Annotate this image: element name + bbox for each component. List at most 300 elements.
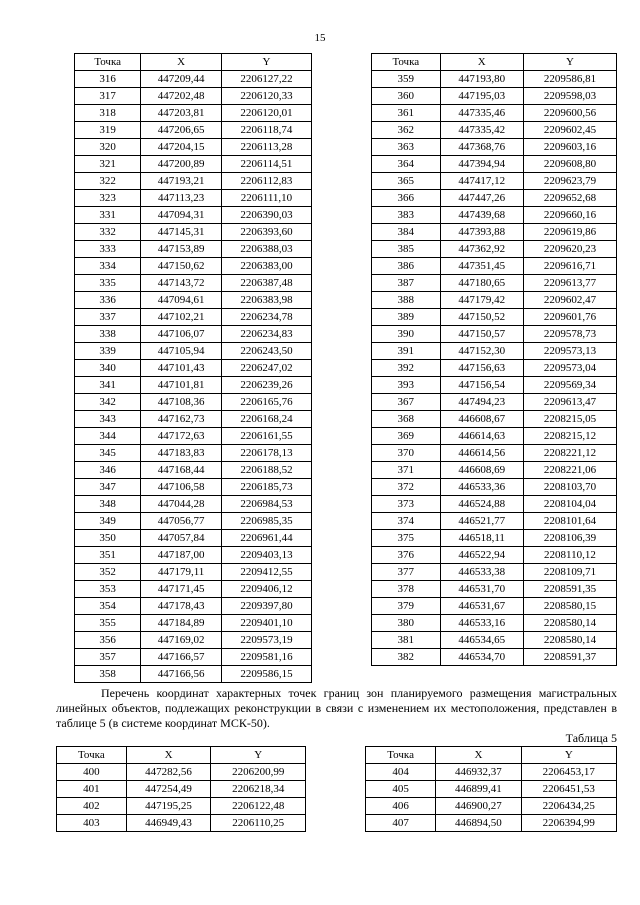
point-cell: 349 — [75, 513, 141, 530]
point-cell: 407 — [366, 815, 436, 832]
point-cell: 372 — [372, 479, 441, 496]
y-coordinate-cell: 2209403,13 — [221, 547, 311, 564]
x-coordinate-cell: 447152,30 — [440, 343, 523, 360]
point-cell: 376 — [372, 547, 441, 564]
y-coordinate-cell: 2208104,04 — [523, 496, 616, 513]
y-coordinate-cell: 2209598,03 — [523, 88, 616, 105]
table-row — [372, 513, 617, 530]
x-coordinate-cell: 447108,36 — [141, 394, 222, 411]
y-coordinate-cell: 2206178,13 — [221, 445, 311, 462]
x-coordinate-cell: 447156,63 — [440, 360, 523, 377]
x-coordinate-cell: 447209,44 — [141, 71, 222, 88]
table-row — [75, 598, 312, 615]
table-row — [75, 292, 312, 309]
point-cell: 382 — [372, 649, 441, 666]
y-coordinate-cell: 2206239,26 — [221, 377, 311, 394]
x-coordinate-cell: 446531,67 — [440, 598, 523, 615]
point-cell: 320 — [75, 139, 141, 156]
table-row — [372, 309, 617, 326]
table-row — [57, 815, 306, 832]
x-coordinate-cell: 447169,02 — [141, 632, 222, 649]
y-coordinate-cell: 2208580,14 — [523, 615, 616, 632]
y-coordinate-cell: 2206185,73 — [221, 479, 311, 496]
point-cell: 367 — [372, 394, 441, 411]
y-coordinate-cell: 2206161,55 — [221, 428, 311, 445]
table-header-row — [57, 747, 306, 764]
table-row — [366, 815, 617, 832]
y-coordinate-cell: 2209623,79 — [523, 173, 616, 190]
point-cell: 373 — [372, 496, 441, 513]
x-coordinate-cell: 447200,89 — [141, 156, 222, 173]
point-cell: 334 — [75, 258, 141, 275]
table-row — [372, 394, 617, 411]
x-coordinate-cell: 447204,15 — [141, 139, 222, 156]
table-row — [372, 377, 617, 394]
x-coordinate-cell: 447335,42 — [440, 122, 523, 139]
y-coordinate-cell: 2206234,78 — [221, 309, 311, 326]
point-cell: 351 — [75, 547, 141, 564]
point-cell: 333 — [75, 241, 141, 258]
y-coordinate-cell: 2209660,16 — [523, 207, 616, 224]
x-coordinate-cell: 447193,21 — [141, 173, 222, 190]
table-row — [75, 360, 312, 377]
table-row — [57, 781, 306, 798]
point-cell: 355 — [75, 615, 141, 632]
point-cell: 401 — [57, 781, 127, 798]
point-cell: 403 — [57, 815, 127, 832]
x-coordinate-cell: 447393,88 — [440, 224, 523, 241]
x-coordinate-cell: 447094,31 — [141, 207, 222, 224]
x-coordinate-cell: 447282,56 — [126, 764, 211, 781]
table-row — [75, 530, 312, 547]
table-row — [372, 326, 617, 343]
x-coordinate-cell: 447057,84 — [141, 530, 222, 547]
table-row — [372, 632, 617, 649]
y-coordinate-cell: 2209397,80 — [221, 598, 311, 615]
x-coordinate-cell: 447254,49 — [126, 781, 211, 798]
y-coordinate-cell: 2209569,34 — [523, 377, 616, 394]
coordinates-description-paragraph: Перечень координат характерных точек границ зон планируемого размещения магистральных линейных объектов, подлежащих реконструкции в связи с изменением их местоположения, представлен в таблице 5 (в системе координат МСК-50). — [56, 686, 617, 730]
table-row — [372, 207, 617, 224]
x-coordinate-cell: 446894,50 — [436, 815, 521, 832]
x-coordinate-cell: 447150,57 — [440, 326, 523, 343]
point-cell: 331 — [75, 207, 141, 224]
table-row — [75, 428, 312, 445]
y-coordinate-cell: 2206985,35 — [221, 513, 311, 530]
column-header-x: X — [126, 747, 211, 764]
point-cell: 387 — [372, 275, 441, 292]
x-coordinate-cell: 447113,23 — [141, 190, 222, 207]
y-coordinate-cell: 2209401,10 — [221, 615, 311, 632]
table-row — [57, 798, 306, 815]
y-coordinate-cell: 2206961,44 — [221, 530, 311, 547]
x-coordinate-cell: 446533,38 — [440, 564, 523, 581]
x-coordinate-cell: 447150,62 — [141, 258, 222, 275]
point-cell: 345 — [75, 445, 141, 462]
table-row — [372, 411, 617, 428]
table-row — [372, 598, 617, 615]
table-row — [75, 496, 312, 513]
y-coordinate-cell: 2209586,15 — [221, 666, 311, 683]
table-row — [372, 241, 617, 258]
table-row — [366, 781, 617, 798]
x-coordinate-cell: 447203,81 — [141, 105, 222, 122]
table-row — [75, 275, 312, 292]
table-caption: Таблица 5 — [565, 731, 617, 745]
point-cell: 348 — [75, 496, 141, 513]
y-coordinate-cell: 2208221,06 — [523, 462, 616, 479]
x-coordinate-cell: 446534,65 — [440, 632, 523, 649]
table-row — [372, 360, 617, 377]
point-cell: 341 — [75, 377, 141, 394]
point-cell: 318 — [75, 105, 141, 122]
point-cell: 338 — [75, 326, 141, 343]
point-cell: 340 — [75, 360, 141, 377]
x-coordinate-cell: 446900,27 — [436, 798, 521, 815]
y-coordinate-cell: 2208101,64 — [523, 513, 616, 530]
y-coordinate-cell: 2209581,16 — [221, 649, 311, 666]
table-row — [75, 649, 312, 666]
y-coordinate-cell: 2208221,12 — [523, 445, 616, 462]
point-cell: 319 — [75, 122, 141, 139]
table-row — [75, 326, 312, 343]
point-cell: 339 — [75, 343, 141, 360]
table-row — [372, 615, 617, 632]
table-row — [372, 564, 617, 581]
point-cell: 322 — [75, 173, 141, 190]
column-header-x: X — [141, 54, 222, 71]
column-header-point: Точка — [75, 54, 141, 71]
table-row — [75, 615, 312, 632]
point-cell: 380 — [372, 615, 441, 632]
table-row — [75, 241, 312, 258]
x-coordinate-cell: 447101,81 — [141, 377, 222, 394]
y-coordinate-cell: 2206451,53 — [521, 781, 616, 798]
y-coordinate-cell: 2209573,13 — [523, 343, 616, 360]
x-coordinate-cell: 447439,68 — [440, 207, 523, 224]
point-cell: 404 — [366, 764, 436, 781]
point-cell: 385 — [372, 241, 441, 258]
table-row — [75, 564, 312, 581]
point-cell: 392 — [372, 360, 441, 377]
column-header-x: X — [440, 54, 523, 71]
table-row — [372, 496, 617, 513]
y-coordinate-cell: 2206110,25 — [211, 815, 306, 832]
x-coordinate-cell: 446614,63 — [440, 428, 523, 445]
table-row — [75, 71, 312, 88]
point-cell: 336 — [75, 292, 141, 309]
x-coordinate-cell: 446533,16 — [440, 615, 523, 632]
x-coordinate-cell: 447106,07 — [141, 326, 222, 343]
column-header-point: Точка — [57, 747, 127, 764]
point-cell: 371 — [372, 462, 441, 479]
table-row — [57, 764, 306, 781]
y-coordinate-cell: 2206120,01 — [221, 105, 311, 122]
y-coordinate-cell: 2206118,74 — [221, 122, 311, 139]
x-coordinate-cell: 446932,37 — [436, 764, 521, 781]
y-coordinate-cell: 2206114,51 — [221, 156, 311, 173]
table-row — [75, 411, 312, 428]
point-cell: 383 — [372, 207, 441, 224]
point-cell: 366 — [372, 190, 441, 207]
coordinates-table-bottom-left — [56, 746, 306, 832]
y-coordinate-cell: 2208591,35 — [523, 581, 616, 598]
table-row — [372, 649, 617, 666]
y-coordinate-cell: 2206243,50 — [221, 343, 311, 360]
y-coordinate-cell: 2208215,05 — [523, 411, 616, 428]
table-row — [372, 224, 617, 241]
x-coordinate-cell: 447166,57 — [141, 649, 222, 666]
y-coordinate-cell: 2206165,76 — [221, 394, 311, 411]
y-coordinate-cell: 2206122,48 — [211, 798, 306, 815]
y-coordinate-cell: 2208580,14 — [523, 632, 616, 649]
point-cell: 375 — [372, 530, 441, 547]
table-row — [372, 173, 617, 190]
x-coordinate-cell: 447335,46 — [440, 105, 523, 122]
y-coordinate-cell: 2209406,12 — [221, 581, 311, 598]
table-row — [372, 258, 617, 275]
x-coordinate-cell: 447178,43 — [141, 598, 222, 615]
point-cell: 390 — [372, 326, 441, 343]
x-coordinate-cell: 447206,65 — [141, 122, 222, 139]
table-row — [75, 122, 312, 139]
x-coordinate-cell: 447166,56 — [141, 666, 222, 683]
table-row — [372, 479, 617, 496]
y-coordinate-cell: 2206218,34 — [211, 781, 306, 798]
x-coordinate-cell: 447162,73 — [141, 411, 222, 428]
y-coordinate-cell: 2208103,70 — [523, 479, 616, 496]
point-cell: 317 — [75, 88, 141, 105]
table-row — [75, 377, 312, 394]
y-coordinate-cell: 2208110,12 — [523, 547, 616, 564]
table-row — [372, 122, 617, 139]
y-coordinate-cell: 2206111,10 — [221, 190, 311, 207]
point-cell: 359 — [372, 71, 441, 88]
y-coordinate-cell: 2208591,37 — [523, 649, 616, 666]
x-coordinate-cell: 447145,31 — [141, 224, 222, 241]
y-coordinate-cell: 2209602,47 — [523, 292, 616, 309]
table-row — [372, 275, 617, 292]
table-row — [366, 798, 617, 815]
x-coordinate-cell: 447143,72 — [141, 275, 222, 292]
y-coordinate-cell: 2208109,71 — [523, 564, 616, 581]
x-coordinate-cell: 447394,94 — [440, 156, 523, 173]
y-coordinate-cell: 2206434,25 — [521, 798, 616, 815]
x-coordinate-cell: 447172,63 — [141, 428, 222, 445]
y-coordinate-cell: 2209578,73 — [523, 326, 616, 343]
table-row — [75, 479, 312, 496]
column-header-point: Точка — [366, 747, 436, 764]
y-coordinate-cell: 2206247,02 — [221, 360, 311, 377]
x-coordinate-cell: 447156,54 — [440, 377, 523, 394]
point-cell: 362 — [372, 122, 441, 139]
x-coordinate-cell: 446521,77 — [440, 513, 523, 530]
x-coordinate-cell: 447150,52 — [440, 309, 523, 326]
point-cell: 347 — [75, 479, 141, 496]
y-coordinate-cell: 2209412,55 — [221, 564, 311, 581]
y-coordinate-cell: 2209616,71 — [523, 258, 616, 275]
table-row — [372, 428, 617, 445]
table-row — [75, 173, 312, 190]
y-coordinate-cell: 2208106,39 — [523, 530, 616, 547]
table-row — [75, 156, 312, 173]
point-cell: 368 — [372, 411, 441, 428]
y-coordinate-cell: 2206393,60 — [221, 224, 311, 241]
x-coordinate-cell: 447153,89 — [141, 241, 222, 258]
x-coordinate-cell: 447417,12 — [440, 173, 523, 190]
point-cell: 379 — [372, 598, 441, 615]
column-header-y: Y — [523, 54, 616, 71]
y-coordinate-cell: 2209613,77 — [523, 275, 616, 292]
x-coordinate-cell: 447195,03 — [440, 88, 523, 105]
table-row — [75, 258, 312, 275]
x-coordinate-cell: 446899,41 — [436, 781, 521, 798]
x-coordinate-cell: 447195,25 — [126, 798, 211, 815]
table-row — [372, 105, 617, 122]
point-cell: 402 — [57, 798, 127, 815]
y-coordinate-cell: 2206453,17 — [521, 764, 616, 781]
table-row — [372, 156, 617, 173]
point-cell: 346 — [75, 462, 141, 479]
table-row — [75, 343, 312, 360]
y-coordinate-cell: 2209573,19 — [221, 632, 311, 649]
x-coordinate-cell: 447180,65 — [440, 275, 523, 292]
x-coordinate-cell: 447102,21 — [141, 309, 222, 326]
table-row — [372, 462, 617, 479]
point-cell: 356 — [75, 632, 141, 649]
point-cell: 405 — [366, 781, 436, 798]
x-coordinate-cell: 447187,00 — [141, 547, 222, 564]
table-row — [75, 309, 312, 326]
table-row — [75, 581, 312, 598]
table-row — [75, 462, 312, 479]
table-row — [75, 445, 312, 462]
point-cell: 323 — [75, 190, 141, 207]
column-header-y: Y — [211, 747, 306, 764]
point-cell: 360 — [372, 88, 441, 105]
x-coordinate-cell: 447101,43 — [141, 360, 222, 377]
table-row — [372, 88, 617, 105]
y-coordinate-cell: 2206388,03 — [221, 241, 311, 258]
y-coordinate-cell: 2206200,99 — [211, 764, 306, 781]
point-cell: 352 — [75, 564, 141, 581]
x-coordinate-cell: 447168,44 — [141, 462, 222, 479]
x-coordinate-cell: 446533,36 — [440, 479, 523, 496]
point-cell: 381 — [372, 632, 441, 649]
point-cell: 388 — [372, 292, 441, 309]
table-row — [75, 139, 312, 156]
y-coordinate-cell: 2206390,03 — [221, 207, 311, 224]
y-coordinate-cell: 2206120,33 — [221, 88, 311, 105]
x-coordinate-cell: 447362,92 — [440, 241, 523, 258]
point-cell: 354 — [75, 598, 141, 615]
x-coordinate-cell: 447105,94 — [141, 343, 222, 360]
point-cell: 337 — [75, 309, 141, 326]
table-row — [75, 394, 312, 411]
y-coordinate-cell: 2206387,48 — [221, 275, 311, 292]
point-cell: 342 — [75, 394, 141, 411]
x-coordinate-cell: 446524,88 — [440, 496, 523, 513]
column-header-y: Y — [521, 747, 616, 764]
page-number: 15 — [314, 32, 326, 44]
table-row — [366, 764, 617, 781]
y-coordinate-cell: 2209619,86 — [523, 224, 616, 241]
y-coordinate-cell: 2209586,81 — [523, 71, 616, 88]
table-row — [75, 105, 312, 122]
point-cell: 370 — [372, 445, 441, 462]
point-cell: 357 — [75, 649, 141, 666]
table-row — [75, 513, 312, 530]
y-coordinate-cell: 2209602,45 — [523, 122, 616, 139]
y-coordinate-cell: 2206234,83 — [221, 326, 311, 343]
point-cell: 369 — [372, 428, 441, 445]
table-row — [75, 207, 312, 224]
point-cell: 316 — [75, 71, 141, 88]
point-cell: 335 — [75, 275, 141, 292]
point-cell: 389 — [372, 309, 441, 326]
table-row — [372, 71, 617, 88]
x-coordinate-cell: 447494,23 — [440, 394, 523, 411]
point-cell: 332 — [75, 224, 141, 241]
y-coordinate-cell: 2209620,23 — [523, 241, 616, 258]
x-coordinate-cell: 447183,83 — [141, 445, 222, 462]
table-row — [372, 445, 617, 462]
x-coordinate-cell: 446608,69 — [440, 462, 523, 479]
point-cell: 353 — [75, 581, 141, 598]
x-coordinate-cell: 447056,77 — [141, 513, 222, 530]
x-coordinate-cell: 446614,56 — [440, 445, 523, 462]
y-coordinate-cell: 2206127,22 — [221, 71, 311, 88]
table-row — [75, 632, 312, 649]
x-coordinate-cell: 447179,11 — [141, 564, 222, 581]
x-coordinate-cell: 447447,26 — [440, 190, 523, 207]
y-coordinate-cell: 2206383,98 — [221, 292, 311, 309]
point-cell: 363 — [372, 139, 441, 156]
point-cell: 393 — [372, 377, 441, 394]
y-coordinate-cell: 2206168,24 — [221, 411, 311, 428]
point-cell: 358 — [75, 666, 141, 683]
table-row — [75, 666, 312, 683]
y-coordinate-cell: 2206113,28 — [221, 139, 311, 156]
column-header-x: X — [436, 747, 521, 764]
y-coordinate-cell: 2209613,47 — [523, 394, 616, 411]
point-cell: 406 — [366, 798, 436, 815]
x-coordinate-cell: 447351,45 — [440, 258, 523, 275]
y-coordinate-cell: 2206394,99 — [521, 815, 616, 832]
coordinates-table-bottom-right — [365, 746, 617, 832]
table-row — [75, 190, 312, 207]
table-row — [372, 547, 617, 564]
point-cell: 365 — [372, 173, 441, 190]
y-coordinate-cell: 2206112,83 — [221, 173, 311, 190]
x-coordinate-cell: 447202,48 — [141, 88, 222, 105]
coordinates-table-top-right — [371, 53, 617, 666]
x-coordinate-cell: 446522,94 — [440, 547, 523, 564]
point-cell: 321 — [75, 156, 141, 173]
column-header-y: Y — [221, 54, 311, 71]
table-row — [75, 88, 312, 105]
y-coordinate-cell: 2209573,04 — [523, 360, 616, 377]
y-coordinate-cell: 2208580,15 — [523, 598, 616, 615]
x-coordinate-cell: 446949,43 — [126, 815, 211, 832]
y-coordinate-cell: 2206984,53 — [221, 496, 311, 513]
y-coordinate-cell: 2209601,76 — [523, 309, 616, 326]
x-coordinate-cell: 446531,70 — [440, 581, 523, 598]
y-coordinate-cell: 2209603,16 — [523, 139, 616, 156]
table-row — [372, 190, 617, 207]
table-header-row — [75, 54, 312, 71]
y-coordinate-cell: 2206383,00 — [221, 258, 311, 275]
